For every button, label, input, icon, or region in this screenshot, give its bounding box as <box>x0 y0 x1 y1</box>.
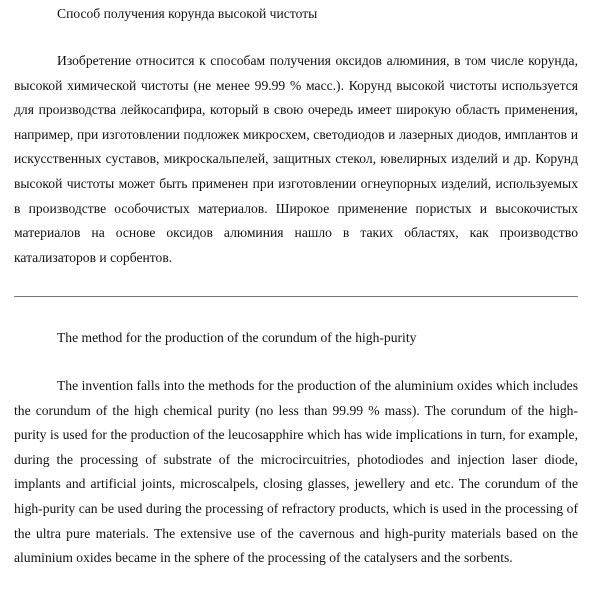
english-section <box>14 329 599 571</box>
document-page <box>14 0 599 566</box>
russian-paragraph: Изобретение относится к способам получения оксидов алюминия, в том числе корунда, высокой химической чистоты (не менее 99.99 % масс.). Корунд высокой чистоты используется для производства лейкосапфира, который в свою очередь имеет широкую область применения, например, при изготовлении подложек микросхем, светодиодов и лазерных диодов, имплантов и искусственных суставов, микроскальпелей, защитных стекол, ювелирных изделий и др. Корунд высокой чистоты может быть применен при изготовлении огнеупорных изделий, используемых в производстве особочистых материалов. Широкое применение пористых и высокочистых материалов на основе оксидов алюминия нашло в таких областях, как производство катализаторов и сорбентов. <box>14 53 578 265</box>
russian-title: Способ получения корунда высокой чистоты <box>57 6 318 21</box>
english-title: The method for the production of the corundum of the high-purity <box>57 330 417 345</box>
english-paragraph: The invention falls into the methods for the production of the aluminium oxides which includes the corundum of the high chemical purity (no less than 99.99 % mass). The corundum of the high-purity is used for the production of the leucosapphire which has wide implications in turn, for example, during the processing of substrate of the microcircuitries, photodiodes and injection laser diode, implants and artificial joints, microscalpels, closing glasses, jewellery and etc. The corundum of the high-purity can be used during the processing of refractory products, which is used in the processing of the ultra pure materials. The extensive use of the cavernous and high-purity materials based on the aluminium oxides became in the sphere of the processing of the catalysers and the sorbents. <box>14 378 599 566</box>
section-divider <box>14 296 578 297</box>
